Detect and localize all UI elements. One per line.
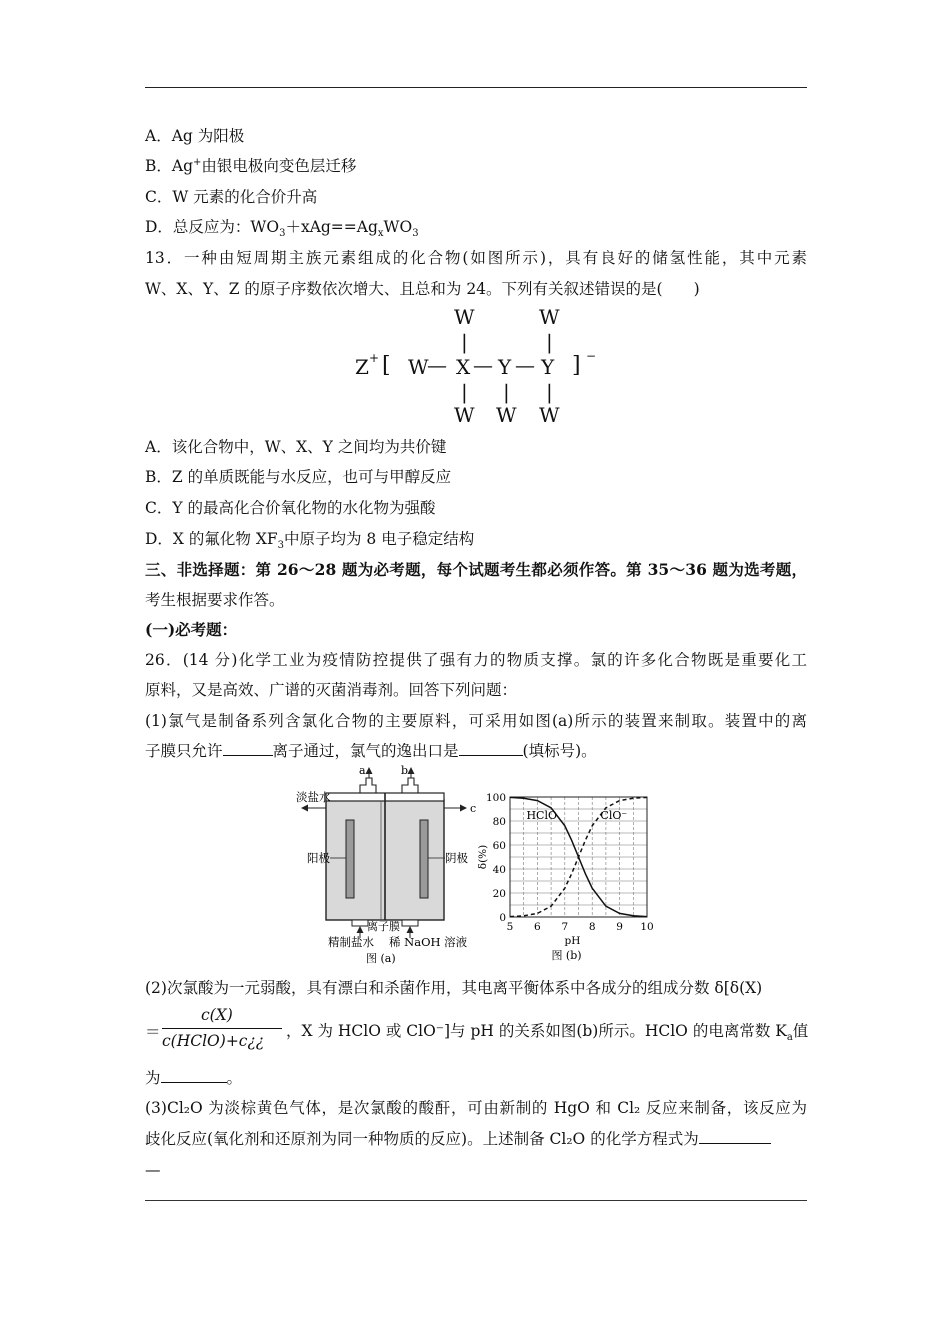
w-bot-y2: W xyxy=(539,403,560,427)
q26-part2-line3: 为 。 xyxy=(145,1069,243,1087)
label-anode: 阳极 xyxy=(307,851,330,865)
figures xyxy=(290,764,670,969)
label-membrane: 离子膜 xyxy=(367,920,400,933)
y-tick-label: 20 xyxy=(492,888,506,900)
right-bracket: ] xyxy=(572,353,581,378)
answer-line[interactable] xyxy=(145,1200,807,1201)
q26-intro-line2: 原料，又是高效、广谱的灭菌消毒剂。回答下列问题： xyxy=(145,681,518,699)
label-a: a xyxy=(359,764,366,777)
chart-labels xyxy=(477,792,654,962)
y-tick-label: 0 xyxy=(499,912,506,924)
q12-option-c: C．W 元素的化合价升高 xyxy=(145,188,318,206)
figure-b-caption: 图 (b) xyxy=(551,949,582,962)
z-charge: + xyxy=(369,351,380,365)
bond-x-y1: — xyxy=(473,353,493,377)
w-top-y2: W xyxy=(539,305,560,329)
figure-a-cell xyxy=(296,764,476,965)
figure-a-caption: 图 (a) xyxy=(366,952,396,965)
x-tick-label: 7 xyxy=(561,921,569,933)
w-bot-x: W xyxy=(454,403,475,427)
bond-v-bot-y2: | xyxy=(546,380,553,404)
q26-part3-line2: 歧化反应(氧化剂和还原剂为同一种物质的反应)。上述制备 Cl₂O 的化学方程式为 xyxy=(145,1129,771,1149)
fraction-formula xyxy=(145,1006,285,1056)
header-rule xyxy=(145,87,807,88)
bond-v-top-y2: | xyxy=(546,330,553,354)
q13-option-d: D．X 的氟化物 $XF_3$中原子均为 8 电子稳定结构 xyxy=(145,530,475,552)
y-axis-label: δ(%) xyxy=(477,844,489,870)
q13-option-a: A．该化合物中，W、X、Y 之间均为共价键 xyxy=(145,438,447,456)
q26-part2-line1: (2)次氯酸为一元弱酸，具有漂白和杀菌作用，其电离平衡体系中各成分的组成分数 δ[δ(X) xyxy=(145,979,763,997)
x-tick-label: 6 xyxy=(534,921,541,933)
y-tick-label: 40 xyxy=(492,864,506,876)
answer-blank-ka[interactable] xyxy=(161,1068,227,1083)
q12-option-b: B．Ag+由银电极向变色层迁移 xyxy=(145,156,357,175)
x-tick-label: 5 xyxy=(506,921,514,933)
y-tick-label: 60 xyxy=(492,840,506,852)
answer-blank-outlet[interactable] xyxy=(459,741,523,756)
label-dilute-brine: 淡盐水 xyxy=(296,790,331,804)
q13-option-b: B．Z 的单质既能与水反应，也可与甲醇反应 xyxy=(145,468,452,486)
q12-option-a: A．Ag 为阳极 xyxy=(145,127,245,145)
y-tick-label: 80 xyxy=(492,816,506,828)
x-tick-label: 8 xyxy=(588,921,596,933)
label-c: c xyxy=(470,802,477,815)
figure-b-chart xyxy=(477,792,654,962)
anode-electrode xyxy=(346,820,354,898)
atom-y1: Y xyxy=(498,355,512,379)
x-tick-label: 10 xyxy=(640,921,654,933)
q26-part3-line1: (3)Cl₂O 为淡棕黄色气体，是次氯酸的酸酐，可由新制的 HgO 和 Cl₂ 反应来制备，该反应为 xyxy=(145,1099,807,1117)
equals-sign: ＝ xyxy=(145,1023,161,1041)
section3-heading: 三、非选择题：第 26～28 题为必考题，每个试题考生都必须作答。第 35～36 题为选考题， xyxy=(145,560,807,579)
z-cation: Z xyxy=(355,355,369,379)
answer-blank-ion[interactable] xyxy=(223,741,273,756)
fraction-denominator: c(HClO)+c¿¿ xyxy=(162,1032,265,1050)
label-dilute-naoh: 稀 NaOH 溶液 xyxy=(389,935,468,949)
q26-part1-line2: 子膜只允许 离子通过，氯气的逸出口是 (填标号)。 xyxy=(145,742,597,760)
w-top-x: W xyxy=(454,305,475,329)
atom-x: X xyxy=(456,355,471,379)
bond-v-top-x: | xyxy=(461,330,468,354)
q13-option-c: C．Y 的最高化合价氧化物的水化物为强酸 xyxy=(145,499,436,517)
fraction-bar xyxy=(162,1028,282,1029)
x-tick-label: 9 xyxy=(616,921,623,933)
x-axis-label: pH xyxy=(564,935,581,947)
label-refined-brine: 精制盐水 xyxy=(328,935,374,949)
series-label-clo: ClO⁻ xyxy=(600,809,628,822)
required-heading: (一)必考题： xyxy=(145,620,238,639)
bond-v-bot-y1: | xyxy=(503,380,510,404)
q26-part1-line1: (1)氯气是制备系列含氯化合物的主要原料，可采用如图(a)所示的装置来制取。装置中的离 xyxy=(145,712,807,730)
left-bracket: [ xyxy=(382,353,391,378)
q13-stem-line2: W、X、Y、Z 的原子序数依次增大、且总和为 24。下列有关叙述错误的是( ) xyxy=(145,280,700,298)
label-cathode: 阴极 xyxy=(445,851,468,865)
y-tick-label: 100 xyxy=(485,792,506,804)
q26-part2-line2: ，X 为 HClO 或 ClO⁻]与 pH 的关系如图(b)所示。HClO 的电离常数 $K_a$值 xyxy=(286,1022,809,1044)
w-left: W xyxy=(408,355,429,379)
q12-option-d: D．总反应为：$WO_3+xAg==Ag_xWO_3$ xyxy=(145,218,419,240)
anion-charge: − xyxy=(586,349,597,363)
w-bot-y1: W xyxy=(496,403,517,427)
cathode-electrode xyxy=(420,820,428,898)
bond-v-bot-x: | xyxy=(461,380,468,404)
q13-structure xyxy=(340,305,610,425)
q13-stem-line1: 13．一种由短周期主族元素组成的化合物(如图所示)，具有良好的储氢性能，其中元素 xyxy=(145,249,807,267)
answer-blank-equation[interactable] xyxy=(699,1129,771,1144)
q26-part3-line3: — xyxy=(145,1161,161,1179)
atom-y2: Y xyxy=(541,355,555,379)
section3-line2: 考生根据要求作答。 xyxy=(145,591,285,609)
series-label-hclo: HClO xyxy=(526,809,557,822)
fraction-numerator: c(X) xyxy=(201,1006,233,1024)
bond-y1-y2: — xyxy=(515,353,535,377)
label-b: b xyxy=(401,764,409,777)
q26-intro-line1: 26．(14 分)化学工业为疫情防控提供了强有力的物质支撑。氯的许多化合物既是重要化工 xyxy=(145,651,807,669)
bond-w-x: — xyxy=(427,353,447,377)
